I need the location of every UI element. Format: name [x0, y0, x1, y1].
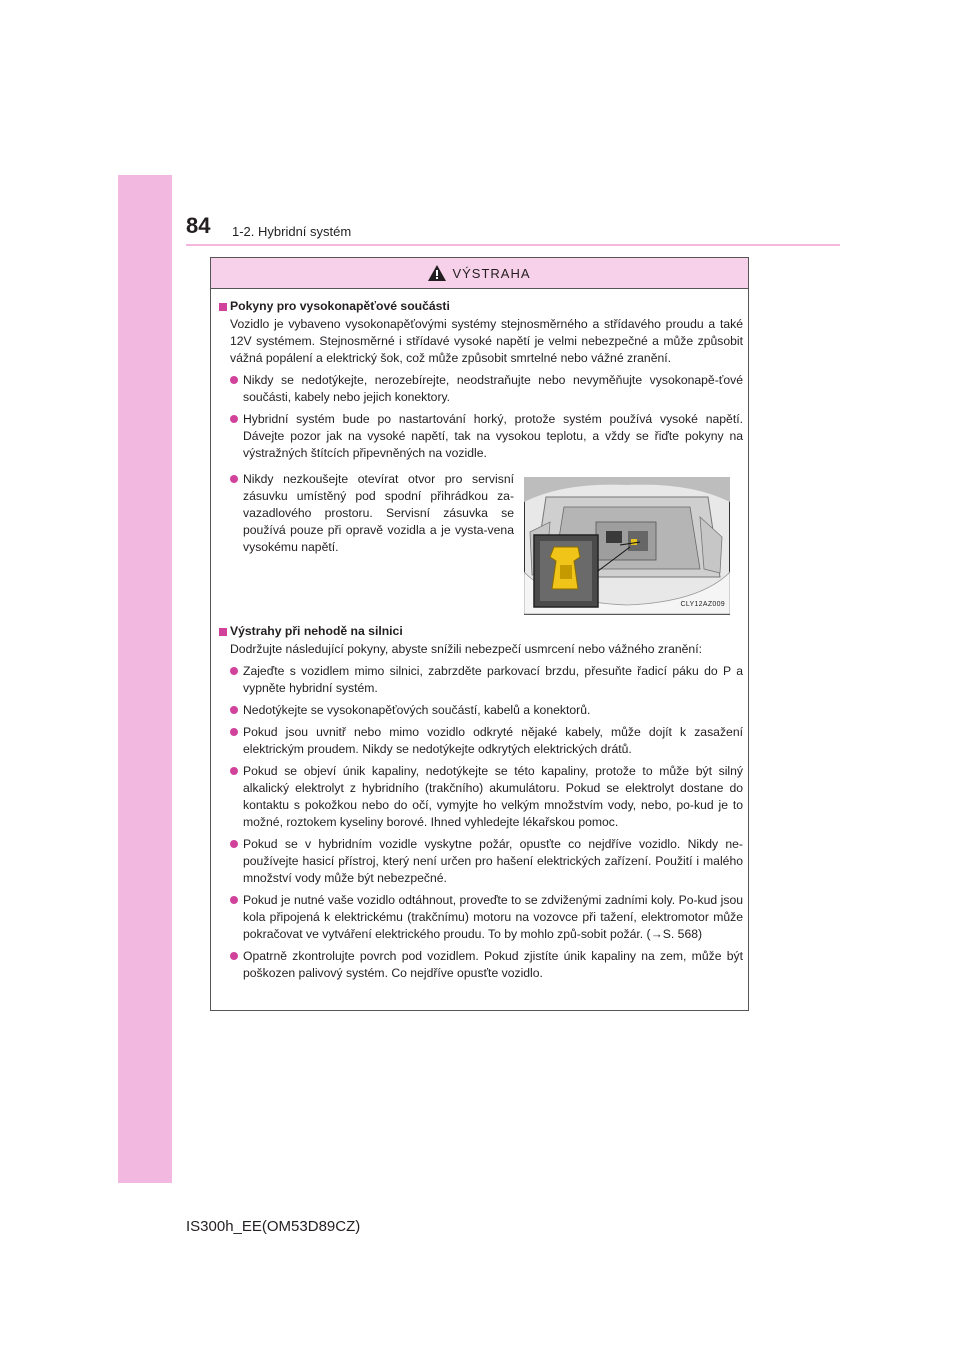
figure-caption: CLY12AZ009: [680, 601, 725, 608]
round-bullet-icon: [230, 952, 238, 960]
list-item-text: Opatrně zkontrolujte povrch pod vozidlem. Pokud zjistíte únik kapaliny na zem, může být poškozen palivový systém. Co nejdříve opusťte vozidlo.: [243, 949, 743, 980]
heading-text: Pokyny pro vysokonapěťové součásti: [230, 299, 450, 313]
list-item-text: Pokud se objeví únik kapaliny, nedotýkejte se této kapaliny, protože to může být silný alkalický elektrolyt z hybridního (trakčního) akumulátoru. Pokud se elektrolyt dostane do kontaktu s pokožkou nebo do očí, vymyjte ho velkým množstvím vody, nebo, po-kud je to možné, roztokem kyseliny borové. Ihned vyhledejte lékařskou pomoc.: [243, 764, 743, 829]
list-item: [219, 411, 743, 462]
trunk-illustration-icon: [524, 477, 730, 615]
list-item: [219, 372, 743, 406]
list-item-text: Nikdy se nedotýkejte, nerozebírejte, neodstraňujte nebo nevyměňujte vysokonapě-ťové součásti, kabely nebo jejich konektory.: [243, 373, 743, 404]
warning-header: [211, 258, 748, 289]
list-item-text: Pokud jsou uvnitř nebo mimo vozidlo odkryté nějaké kabely, může dojít k zasažení elektrickým proudem. Nikdy se nedotýkejte odkrytých elektrických drátů.: [243, 725, 743, 756]
section-title: 1-2. Hybridní systém: [232, 224, 352, 239]
list-item: [219, 892, 743, 943]
header-rule: [186, 244, 840, 246]
page-number: 84: [186, 213, 211, 238]
list-item: [219, 948, 743, 982]
list-item-text: Pokud se v hybridním vozidle vyskytne požár, opusťte co nejdříve vozidlo. Nikdy ne-používejte hasicí přístroj, který není určen pro hašení elektrických zařízení. Použití i malého množství vody může být nebezpečné.: [243, 837, 743, 885]
section-intro: Vozidlo je vybaveno vysokonapěťovými systémy stejnosměrného a střídavého proudu a také 12V systémem. Stejnosměrné i střídavé vysoké napětí je velmi nebezpečné a může způsobit vážná popálení a elektrický šok, což může způsobit smrtelné nebo vážné zranění.: [230, 317, 743, 365]
section-heading: [219, 623, 743, 640]
round-bullet-icon: [230, 475, 238, 483]
round-bullet-icon: [230, 376, 238, 384]
section-heading: [219, 298, 743, 315]
round-bullet-icon: [230, 415, 238, 423]
warning-title: VÝSTRAHA: [452, 265, 531, 281]
section-intro: Dodržujte následující pokyny, abyste snížili nebezpečí usmrcení nebo vážného zranění:: [230, 642, 702, 656]
figure-row: [219, 466, 743, 615]
round-bullet-icon: [230, 896, 238, 904]
round-bullet-icon: [230, 728, 238, 736]
heading-text: Výstrahy při nehodě na silnici: [230, 624, 403, 638]
list-item: [219, 471, 514, 615]
list-item-text: Nedotýkejte se vysokonapěťových součástí, kabelů a konektorů.: [243, 703, 591, 717]
side-color-band: [118, 175, 172, 1183]
list-item: [219, 702, 743, 719]
round-bullet-icon: [230, 667, 238, 675]
square-bullet-icon: [219, 628, 227, 636]
round-bullet-icon: [230, 840, 238, 848]
document-code: IS300h_EE(OM53D89CZ): [186, 1218, 361, 1235]
list-item-text: Zajeďte s vozidlem mimo silnici, zabrzděte parkovací brzdu, přesuňte řadicí páku do P a vypněte hybridní systém.: [243, 664, 743, 695]
trunk-service-plug-illustration: [524, 477, 730, 615]
list-item: [219, 663, 743, 697]
list-item: [219, 836, 743, 887]
square-bullet-icon: [219, 303, 227, 311]
round-bullet-icon: [230, 706, 238, 714]
warning-triangle-icon: [428, 265, 446, 281]
warning-box: [210, 257, 749, 1011]
list-item-text: Hybridní systém bude po nastartování horký, protože systém používá vysoké napětí. Dávejte pozor jak na vysoké napětí, tak na vysokou teplotu, a vždy se řiďte pokyny na výstražných štítcích připevněných na vozidle.: [243, 412, 743, 460]
list-item-text: Nikdy nezkoušejte otevírat otvor pro servisní zásuvku umístěný pod spodní přihrádkou za-vazadlového prostoru. Servisní zásuvka se používá pouze při opravě vozidla a je vysta-vena vysokému napětí.: [243, 472, 514, 554]
spacer: [219, 615, 743, 623]
warning-content: [219, 298, 743, 982]
round-bullet-icon: [230, 767, 238, 775]
list-item-text: Pokud je nutné vaše vozidlo odtáhnout, proveďte to se zdviženými zadními koly. Po-kud jsou kola připojená k elektrickému (trakčnímu) motoru na vozovce při tažení, elektromotor může pokračovat ve vytváření elektrického proudu. To by mohlo způ-sobit požár. (→S. 568): [243, 893, 743, 941]
list-item: [219, 724, 743, 758]
list-item: [219, 763, 743, 831]
